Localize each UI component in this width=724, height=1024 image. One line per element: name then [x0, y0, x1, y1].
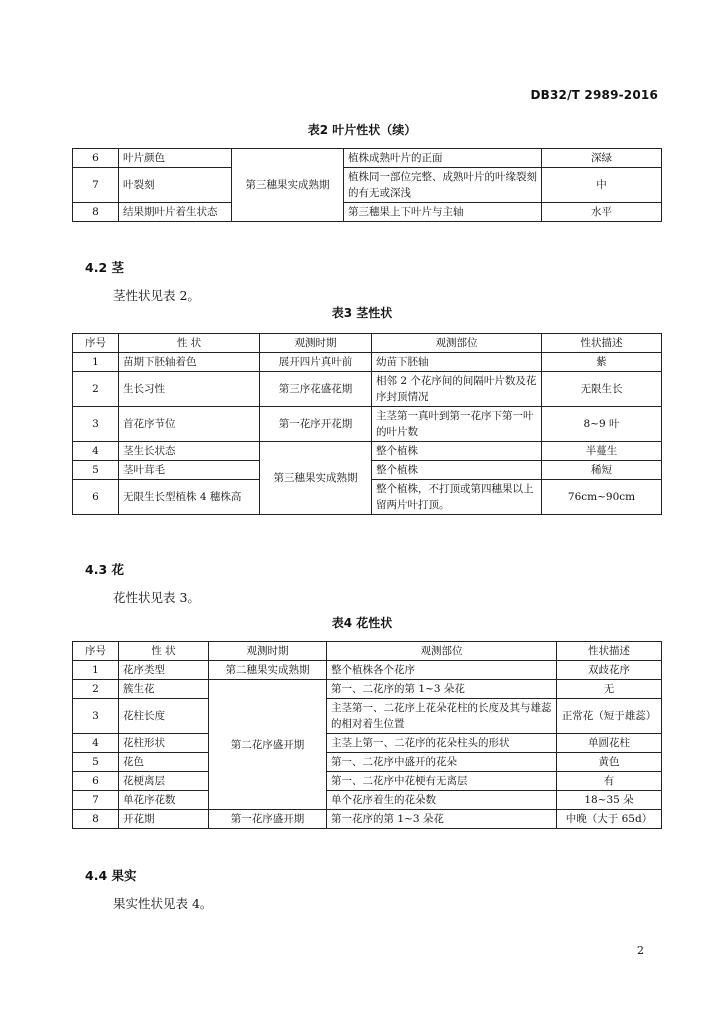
header-part: 观测部位	[372, 334, 542, 353]
header-trait: 性 状	[119, 334, 260, 353]
cell-no: 7	[73, 168, 119, 203]
table-row	[73, 203, 662, 222]
cell-no: 4	[73, 442, 119, 461]
cell-trait: 花柱形状	[119, 734, 209, 753]
cell-part: 主茎第一、二花序上花朵花柱的长度及其与雄蕊的相对着生位置	[327, 699, 557, 734]
cell-trait: 簇生花	[119, 680, 209, 699]
cell-part: 整个植株各个花序	[327, 661, 557, 680]
cell-desc: 8~9 叶	[542, 407, 662, 442]
cell-desc: 18~35 朵	[557, 791, 662, 810]
cell-desc: 稀短	[542, 461, 662, 480]
cell-no: 3	[73, 407, 119, 442]
cell-desc: 半蔓生	[542, 442, 662, 461]
cell-no: 4	[73, 734, 119, 753]
cell-no: 2	[73, 372, 119, 407]
cell-desc: 有	[557, 772, 662, 791]
cell-desc: 单圆花柱	[557, 734, 662, 753]
document-code: DB32/T 2989-2016	[530, 88, 658, 102]
table-row	[73, 442, 662, 461]
table4-caption: 表4 花性状	[331, 616, 393, 630]
cell-trait: 开花期	[119, 810, 209, 829]
section-4-2-text: 茎性状见表 2。	[113, 288, 200, 303]
table-row	[73, 168, 662, 203]
cell-desc: 中晚（大于 65d）	[557, 810, 662, 829]
cell-no: 1	[73, 661, 119, 680]
cell-desc: 水平	[542, 203, 662, 222]
table3-caption: 表3 茎性状	[331, 306, 393, 320]
cell-part: 主茎第一真叶到第一花序下第一叶的叶片数	[372, 407, 542, 442]
table2-caption: 表2 叶片性状（续）	[307, 123, 417, 137]
table-row	[73, 810, 662, 829]
cell-desc: 无限生长	[542, 372, 662, 407]
cell-desc: 无	[557, 680, 662, 699]
cell-no: 8	[73, 810, 119, 829]
cell-part: 单个花序着生的花朵数	[327, 791, 557, 810]
cell-trait: 苗期下胚轴着色	[119, 353, 260, 372]
cell-desc: 黄色	[557, 753, 662, 772]
header-no: 序号	[73, 642, 119, 661]
table4-flower-traits	[72, 641, 662, 829]
cell-part: 幼苗下胚轴	[372, 353, 542, 372]
cell-part: 整个植株	[372, 461, 542, 480]
cell-period: 第二花序盛开期	[209, 680, 327, 810]
cell-trait: 单花序花数	[119, 791, 209, 810]
header-trait: 性 状	[119, 642, 209, 661]
cell-part: 第一、二花序的第 1~3 朵花	[327, 680, 557, 699]
cell-part: 相邻 2 个花序间的间隔叶片数及花序封顶情况	[372, 372, 542, 407]
header-desc: 性状描述	[557, 642, 662, 661]
cell-desc: 中	[542, 168, 662, 203]
cell-part: 第一、二花序中花梗有无离层	[327, 772, 557, 791]
cell-period: 第三穗果实成熟期	[232, 149, 344, 222]
header-part: 观测部位	[327, 642, 557, 661]
cell-trait: 茎叶茸毛	[119, 461, 260, 480]
cell-part: 植株成熟叶片的正面	[344, 149, 542, 168]
section-4-3-heading: 4.3 花	[85, 562, 124, 577]
table-row	[73, 407, 662, 442]
table-row	[73, 699, 662, 734]
cell-trait: 生长习性	[119, 372, 260, 407]
section-4-4-text: 果实性状见表 4。	[113, 896, 213, 911]
cell-no: 5	[73, 461, 119, 480]
cell-desc: 76cm~90cm	[542, 480, 662, 515]
cell-desc: 双歧花序	[557, 661, 662, 680]
cell-no: 6	[73, 480, 119, 515]
cell-no: 5	[73, 753, 119, 772]
cell-trait: 首花序节位	[119, 407, 260, 442]
cell-no: 8	[73, 203, 119, 222]
cell-no: 1	[73, 353, 119, 372]
cell-trait: 叶片颜色	[119, 149, 232, 168]
cell-trait: 无限生长型植株 4 穗株高	[119, 480, 260, 515]
header-period: 观测时期	[209, 642, 327, 661]
cell-period: 第三穗果实成熟期	[260, 442, 372, 515]
header-desc: 性状描述	[542, 334, 662, 353]
section-4-3-text: 花性状见表 3。	[113, 590, 200, 605]
cell-part: 第三穗果上下叶片与主轴	[344, 203, 542, 222]
section-4-4-heading: 4.4 果实	[85, 868, 137, 883]
cell-trait: 花色	[119, 753, 209, 772]
table-row	[73, 734, 662, 753]
cell-desc: 深绿	[542, 149, 662, 168]
cell-part: 第一花序的第 1~3 朵花	[327, 810, 557, 829]
header-no: 序号	[73, 334, 119, 353]
cell-period: 第二穗果实成熟期	[209, 661, 327, 680]
table-row	[73, 149, 662, 168]
cell-trait: 叶裂刻	[119, 168, 232, 203]
table-header-row	[73, 334, 662, 353]
table-row	[73, 353, 662, 372]
table-row	[73, 791, 662, 810]
cell-part: 第一、二花序中盛开的花朵	[327, 753, 557, 772]
cell-trait: 花柱长度	[119, 699, 209, 734]
table-row	[73, 753, 662, 772]
table3-stem-traits	[72, 333, 662, 515]
table-row	[73, 661, 662, 680]
cell-no: 6	[73, 149, 119, 168]
cell-desc: 正常花（短于雄蕊）	[557, 699, 662, 734]
cell-no: 2	[73, 680, 119, 699]
cell-no: 6	[73, 772, 119, 791]
cell-trait: 花序类型	[119, 661, 209, 680]
cell-trait: 结果期叶片着生状态	[119, 203, 232, 222]
cell-desc: 紫	[542, 353, 662, 372]
cell-period: 第一花序开花期	[260, 407, 372, 442]
cell-part: 整个植株，不打顶或第四穗果以上留两片叶打顶。	[372, 480, 542, 515]
cell-no: 7	[73, 791, 119, 810]
cell-period: 展开四片真叶前	[260, 353, 372, 372]
table2-leaf-traits	[72, 148, 662, 222]
table-header-row	[73, 642, 662, 661]
cell-no: 3	[73, 699, 119, 734]
page-number: 2	[637, 944, 644, 957]
cell-trait: 茎生长状态	[119, 442, 260, 461]
table-row	[73, 372, 662, 407]
cell-part: 整个植株	[372, 442, 542, 461]
cell-part: 植株同一部位完整、成熟叶片的叶缘裂刻的有无或深浅	[344, 168, 542, 203]
header-period: 观测时期	[260, 334, 372, 353]
table-row	[73, 772, 662, 791]
cell-part: 主茎上第一、二花序的花朵柱头的形状	[327, 734, 557, 753]
section-4-2-heading: 4.2 茎	[85, 260, 124, 275]
cell-trait: 花梗离层	[119, 772, 209, 791]
table-row	[73, 680, 662, 699]
cell-period: 第三序花盛花期	[260, 372, 372, 407]
cell-period: 第一花序盛开期	[209, 810, 327, 829]
